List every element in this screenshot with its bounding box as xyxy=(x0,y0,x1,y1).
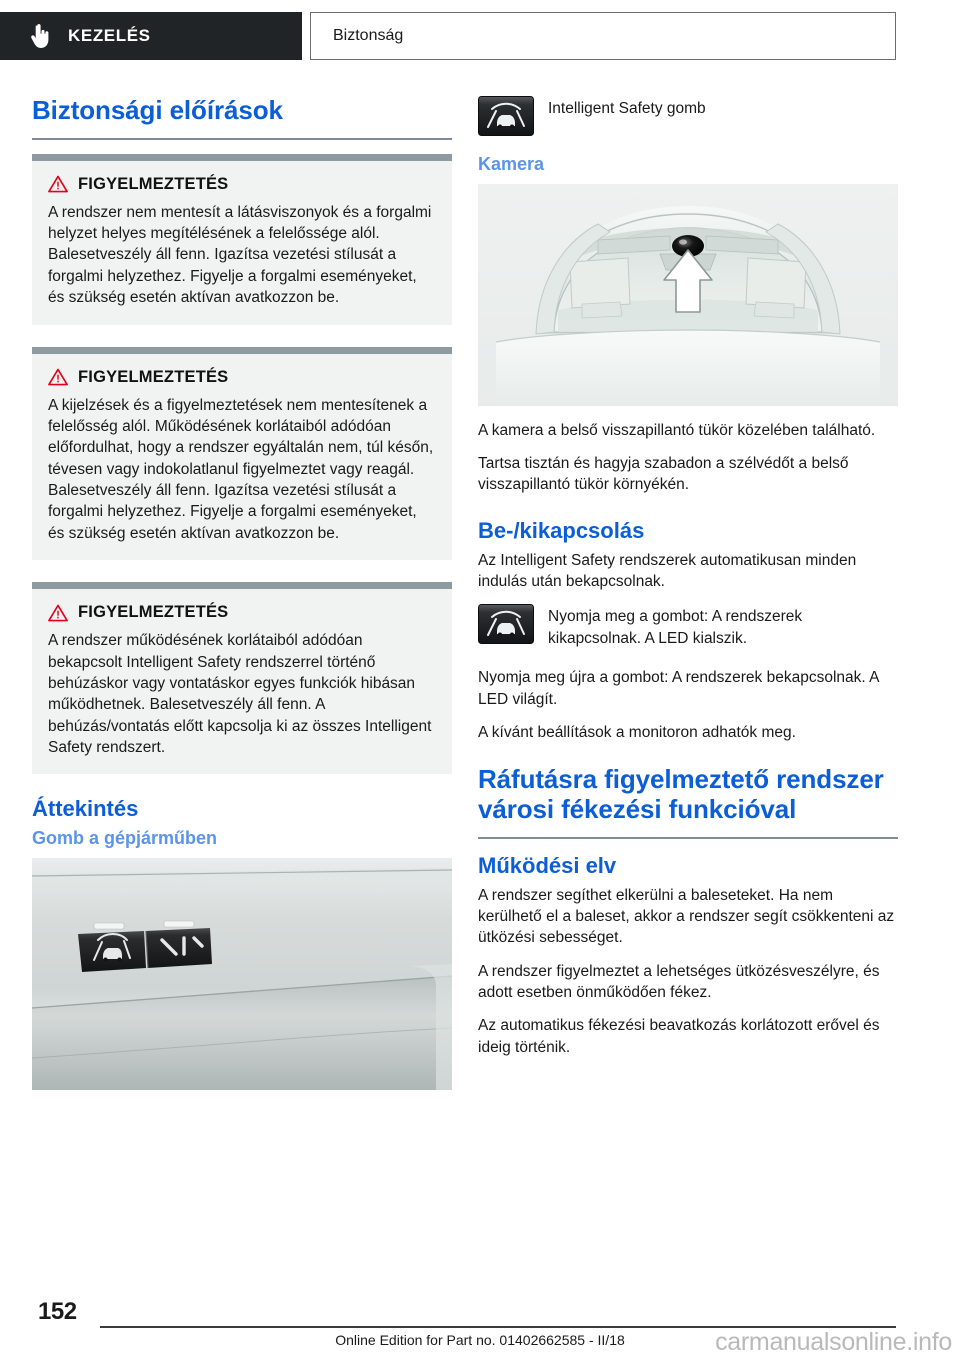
left-column xyxy=(32,96,452,1104)
onoff-paragraph: A kívánt beállítások a monitoron adhatók meg. xyxy=(478,723,796,741)
warning-triangle-icon xyxy=(48,368,68,386)
onoff-button-row xyxy=(478,604,898,649)
right-column xyxy=(478,96,898,1070)
warning-triangle-icon xyxy=(48,175,68,193)
warning-box-bar xyxy=(32,154,452,161)
subheading-mukodesi-elv: Működési elv xyxy=(478,852,617,878)
section-title-rule xyxy=(478,837,898,839)
camera-paragraph: Tartsa tisztán és hagyja szabadon a szélvédőt a belső visszapillantó tükör környékén. xyxy=(478,454,849,494)
pointing-hand-icon xyxy=(30,24,50,48)
camera-paragraph: A kamera a belső visszapillantó tükör közelében található. xyxy=(478,421,876,439)
intelligent-safety-button-row xyxy=(478,96,898,136)
breadcrumb-tab-kezeles-label: KEZELÉS xyxy=(68,26,151,45)
page-footer xyxy=(0,1290,960,1362)
figure-windshield-camera xyxy=(478,184,898,406)
watermark: carmanualsonline.info xyxy=(715,1328,952,1356)
footer-edition-note: Online Edition for Part no. 01402662585 - II/18 xyxy=(335,1332,625,1348)
warning-text: A kijelzések és a figyelmeztetések nem mentesítenek a felelősség alól. Működésének korlátaiból adódóan előfordulhat, hogy a rendszer egyáltalán nem, túl későn, tévesen vagy indokolatlanul figyelmeztet vagy reagál. Balesetveszély áll fenn. Igazítsa vezetési stílusát a forgalmi helyzethez. Figyelje a forgalmi eseményeket, és szükség esetén aktívan avatkozzon be. xyxy=(48,396,434,542)
subheading-gomb-a-gepjarmuben: Gomb a gépjárműben xyxy=(32,828,218,849)
intelligent-safety-button-icon xyxy=(478,604,534,644)
breadcrumb-tab-kezeles[interactable] xyxy=(0,12,302,60)
warning-text: A rendszer működésének korlátaiból adódóan bekapcsolt Intelligent Safety rendszerrel történő behúzáskor vagy vontatáskor egyes funkciók hibásan működhetnek. Balesetveszély áll fenn. A behúzás/vontatás előtt kapcsolja ki az összes Intelligent Safety rendszert. xyxy=(48,632,432,756)
section-heading-attekintes: Áttekintés xyxy=(32,796,139,822)
warning-title: FIGYELMEZTETÉS xyxy=(78,603,229,622)
onoff-paragraph: Nyomja meg újra a gombot: A rendszerek bekapcsolnak. A LED világít. xyxy=(478,669,879,708)
warning-box xyxy=(32,582,452,774)
page-number: 152 xyxy=(38,1298,77,1325)
intelligent-safety-button-icon xyxy=(478,96,534,136)
section-title-rafutasra: Ráfutásra figyelmeztető rendszer városi fékezési funkcióval xyxy=(478,764,884,824)
principle-paragraph: Az automatikus fékezési beavatkozás korlátozott erővel és ideig történik. xyxy=(478,1017,880,1056)
warning-title: FIGYELMEZTETÉS xyxy=(78,174,229,193)
section-heading-be-kikapcsolas: Be-/kikapcsolás xyxy=(478,517,645,543)
title-rule xyxy=(32,138,452,140)
principle-paragraph: A rendszer segíthet elkerülni a baleseteket. Ha nem kerülhető el a baleset, akkor a rendszer segít csökkenteni az ütközési sebességet. xyxy=(478,886,895,947)
warning-box xyxy=(32,347,452,561)
breadcrumb-tab-biztonsag-label: Biztonság xyxy=(333,27,404,44)
warning-box-bar xyxy=(32,582,452,589)
warning-triangle-icon xyxy=(48,604,68,622)
warning-box-bar xyxy=(32,347,452,354)
onoff-intro: Az Intelligent Safety rendszerek automatikusan minden indulás után bekapcsolnak. xyxy=(478,551,857,591)
page-title: Biztonsági előírások xyxy=(32,95,283,125)
warning-text: A rendszer nem mentesít a látásviszonyok és a forgalmi helyzet helyes megítélésének a felelőssége alól. Balesetveszély áll fenn. Igazítsa vezetési stílusát a forgalmi helyzethez. Figyelje a forgalmi eseményeket, és szükség esetén aktívan avatkozzon be. xyxy=(48,203,432,307)
subheading-kamera: Kamera xyxy=(478,154,545,174)
warning-box xyxy=(32,154,452,325)
warning-title: FIGYELMEZTETÉS xyxy=(78,367,229,386)
intelligent-safety-button-caption: Intelligent Safety gomb xyxy=(548,100,706,117)
page-header xyxy=(0,12,960,60)
principle-paragraph: A rendszer figyelmeztet a lehetséges ütközésveszélyre, és adott esetben önműködően fékez. xyxy=(478,962,880,1001)
onoff-button-instruction: Nyomja meg a gombot: A rendszerek kikapcsolnak. A LED kialszik. xyxy=(548,608,803,647)
figure-console-buttons xyxy=(32,858,452,1090)
breadcrumb-tab-biztonsag[interactable] xyxy=(310,12,896,60)
